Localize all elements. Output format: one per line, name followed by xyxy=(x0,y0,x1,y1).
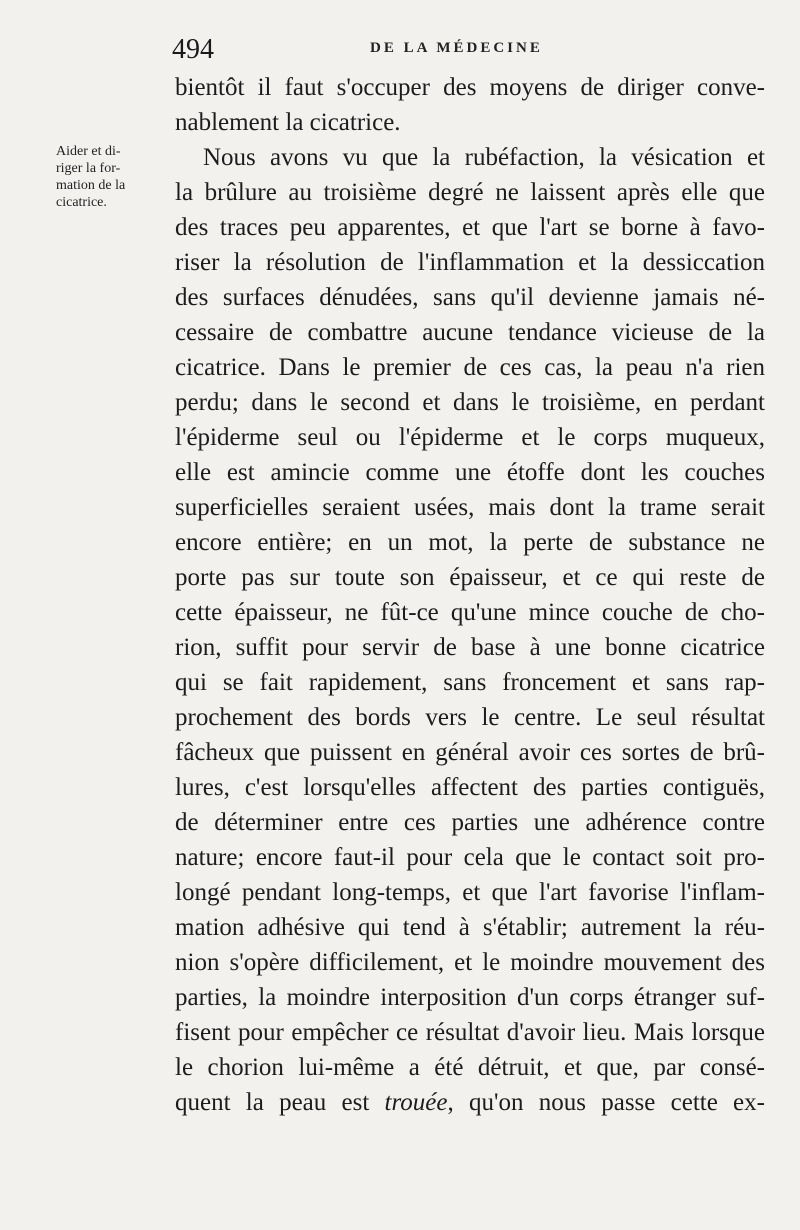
text-line: perdu; dans le second et dans le troisième, en perdant xyxy=(175,389,765,416)
text-line: nablement la cicatrice. xyxy=(175,109,401,136)
text-line: des surfaces dénudées, sans qu'il devienne jamais né- xyxy=(175,284,765,311)
marginal-note-line: mation de la xyxy=(56,178,126,193)
text-line: riser la résolution de l'inflammation et la dessiccation xyxy=(175,249,765,276)
text-line: elle est amincie comme une étoffe dont les couches xyxy=(175,459,765,486)
text-line: la brûlure au troisième degré ne laissent après elle que xyxy=(175,179,765,206)
text-line: rion, suffit pour servir de base à une bonne cicatrice xyxy=(175,634,765,661)
text-line: des traces peu apparentes, et que l'art se borne à favo- xyxy=(175,214,765,241)
text-line: encore entière; en un mot, la perte de substance ne xyxy=(175,529,765,556)
text-line: bientôt il faut s'occuper des moyens de diriger conve- xyxy=(175,74,765,101)
text-line: cessaire de combattre aucune tendance vicieuse de la xyxy=(175,319,765,346)
text-line: mation adhésive qui tend à s'établir; autrement la réu- xyxy=(175,914,765,941)
text-line: fisent pour empêcher ce résultat d'avoir lieu. Mais lorsque xyxy=(175,1019,765,1046)
body-text xyxy=(175,70,765,1120)
marginal-note-line: Aider et di- xyxy=(56,144,121,159)
text-line: lures, c'est lorsqu'elles affectent des parties contiguës, xyxy=(175,774,765,801)
paragraph-start-line: Nous avons vu que la rubéfaction, la vésication et xyxy=(203,144,765,171)
text-line: fâcheux que puissent en général avoir ces sortes de brû- xyxy=(175,739,765,766)
text-line: le chorion lui-même a été détruit, et que, par consé- xyxy=(175,1054,765,1081)
text-line: nature; encore faut-il pour cela que le contact soit pro- xyxy=(175,844,765,871)
marginal-note-line: cicatrice. xyxy=(56,195,107,210)
text-line: cicatrice. Dans le premier de ces cas, la peau n'a rien xyxy=(175,354,765,381)
final-line-start: quent la peau est xyxy=(175,1089,385,1116)
text-line: qui se fait rapidement, sans froncement et sans rap- xyxy=(175,669,765,696)
text-line: cette épaisseur, ne fût-ce qu'une mince couche de cho- xyxy=(175,599,765,626)
marginal-note-line: riger la for- xyxy=(56,161,121,176)
text-line: nion s'opère difficilement, et le moindre mouvement des xyxy=(175,949,765,976)
page-number: 494 xyxy=(172,34,214,65)
text-line: de déterminer entre ces parties une adhérence contre xyxy=(175,809,765,836)
text-line: parties, la moindre interposition d'un corps étranger suf- xyxy=(175,984,765,1011)
text-line: l'épiderme seul ou l'épiderme et le corps muqueux, xyxy=(175,424,765,451)
running-head xyxy=(0,30,800,70)
text-line: porte pas sur toute son épaisseur, et ce qui reste de xyxy=(175,564,765,591)
running-title: DE LA MÉDECINE xyxy=(370,40,543,56)
text-line: longé pendant long-temps, et que l'art favorise l'inflam- xyxy=(175,879,765,906)
marginal-note xyxy=(56,143,168,211)
final-line-end: , qu'on nous passe cette ex- xyxy=(447,1089,765,1116)
text-line: superficielles seraient usées, mais dont la trame serait xyxy=(175,494,765,521)
final-text-line xyxy=(175,1085,765,1120)
text-line: prochement des bords vers le centre. Le seul résultat xyxy=(175,704,765,731)
italic-word: trouée xyxy=(384,1089,448,1116)
